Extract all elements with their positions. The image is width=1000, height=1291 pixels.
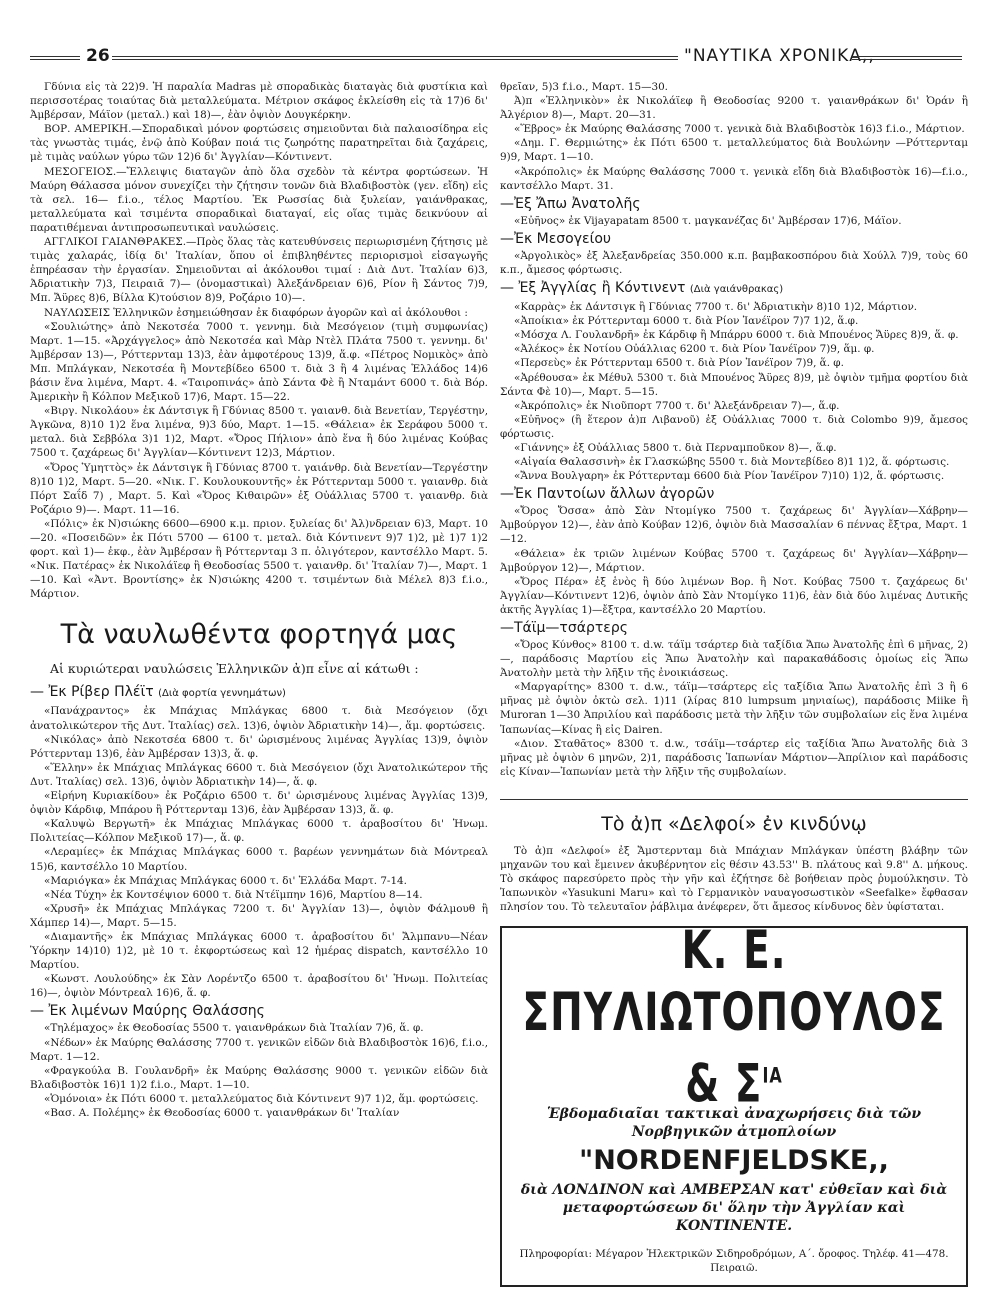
ad-company-superscript: ΙΑ — [762, 1062, 783, 1089]
market-paragraph: ΝΑΥΛΩΣΕΙΣ Ἑλληνικῶν ἐσημειώθησαν ἐκ διαφόρων ἀγορῶν καὶ αἱ ἀκόλουθοι : — [44, 306, 468, 319]
charter-entry: «Πόλις» ἐκ Ν)σιώκης 6600—6900 κ.μ. πριον. ξυλείας δι' Ἀλ)νδρειαν 6)3, Μαρτ. 10—20. «Ποσειδῶν» ἐκ Πότι 5700 — 6100 τ. μεταλ. διὰ Κόντινεντ 9)7 1)2, μὲ 1)7 1)2 φορτ. καὶ 1)— ἐκφ., ἐὰν Ἀμβέρσαν ἢ Ρόττερνταμ 3 π. ὀλιγότερον, καντσέλλο Μαρτ. 5. «Νικ. Πατέρας» ἐκ Νικολάϊεφ ἢ Θεοδοσίας 5500 τ. γαιανθρ. δι' Ἰταλίαν 7)—, Μαρτ. 1—10. Καὶ «Ἀντ. Βροντίσης» ἐκ Ν)σιώκης 4200 τ. τσιμέντων διὰ Μέλελ 8)3 f.i.o., Μάρτιον. — [30, 517, 488, 601]
charter-entry: «Ἕλλην» ἐκ Μπάχιας Μπλάγκας 6600 τ. διὰ Μεσόγειον (ὄχι Ἀνατολικώτερον τῆς Δυτ. Ἰταλίας) σελ. 13)6, ὀψιὸν Ἀδριατικὴν 14)—, ἅ. φ. — [30, 761, 488, 788]
charter-entry: «Ἀκρόπολις» ἐκ Μαύρης Θαλάσσης 7000 τ. γενικὰ εἴδη διὰ Βλαδιβοστὸκ 16)—f.i.o., καντσέλλο Μαρτ. 31. — [500, 165, 968, 192]
charter-entry: «Φραγκούλα Β. Γουλανδρῆ» ἐκ Μαύρης Θαλάσσης 9000 τ. γενικῶν εἰδῶν διὰ Βλαδιβοστὸκ 16)1 1)2 f.i.o., Μαρτ. 1—10. — [30, 1064, 488, 1091]
charter-entry: «Ἀργολικὸς» ἐξ Ἀλεξανδρείας 350.000 κ.π. βαμβακοσπόρου διὰ Χούλλ 7)9, τοὺς 60 κ.π., ἄμεσος φόρτωσις. — [500, 249, 968, 276]
charter-entry: «Καλυψὼ Βεργωτῆ» ἐκ Μπάχιας Μπλάγκας 6000 τ. ἀραβοσίτου δι' Ἡνωμ. Πολιτείας—Κόλπον Μεξικοῦ 17)—, ἅ. φ. — [30, 818, 488, 845]
ad-destinations: διὰ ΛΟΝΔΙΝΟΝ καὶ ΑΜΒΕΡΣΑΝ κατ' εὐθεῖαν καὶ διὰ μεταφορτώσεων δι' ὅλην τὴν Ἀγγλίαν καὶ ΚΟΝΤΙΝΕΝΤΕ. — [520, 1182, 948, 1235]
charter-entry: «Δημ. Γ. Θερμιώτης» ἐκ Πότι 6500 τ. μεταλλεύματος διὰ Βουλώνην —Ρόττερνταμ 9)9, Μαρτ. 1—10. — [500, 137, 968, 164]
charter-entry: «Κωνστ. Λουλούδης» ἐκ Σὰν Λορέντζο 6500 τ. ἀραβοσίτου δι' Ἡνωμ. Πολιτείας 16)—, ὀψιὸν Μόντρεαλ 16)6, ἅ. φ. — [30, 973, 488, 1000]
charter-entry: «Θάλεια» ἐκ τριῶν λιμένων Κούβας 5700 τ. ζαχάρεως δι' Ἀγγλίαν—Χάβρην—Ἀμβούργον 12)—, Μάρτιον. — [500, 547, 968, 574]
page-number: 26 — [86, 46, 110, 66]
charter-entry: «Ὄρος Ὑμηττὸς» ἐκ Δάντσιγκ ἢ Γδύνιας 8700 τ. γαιάνθρ. διὰ Βενετίαν—Τεργέστην 8)10 1)2, Μαρτ. 5—20. «Νικ. Γ. Κουλουκουντῆς» ἐκ Ρόττερνταμ 5000 τ. γαιανθρ. διὰ Πόρτ Σαΐδ 7) , Μαρτ. 5. Καὶ «Ὄρος Κιθαιρῶν» ἐξ Οὐάλλιας 5700 τ. γαιανθρ. διὰ Ροζάριο 9)—. Μαρτ. 11—16. — [30, 461, 488, 516]
subheading-time-charters: —Τάϊμ—τσάρτερς — [500, 620, 628, 636]
publication-title: "ΝΑΥΤΙΚΑ ΧΡΟΝΙΚΑ,, — [684, 46, 875, 66]
charter-entry: «Εἰρήνη Κυριακίδου» ἐκ Ροζάριο 6500 τ. δι' ὡρισμένους λιμένας Ἀγγλίας 13)9, ὀψιὸν Κάρδιφ, Μπάρου ἢ Ρόττερνταμ 13)6, ἐὰν Ἀμβέρσαν 13)3, ἅ. φ. — [30, 790, 488, 817]
charter-entry: «Ἕβρος» ἐκ Μαύρης Θαλάσσης 7000 τ. γενικὰ διὰ Βλαδιβοστὸκ 16)3 f.i.o., Μάρτιον. — [514, 123, 965, 136]
charter-entry: «Ὁμόνοια» ἐκ Πότι 6000 τ. μεταλλεύματος διὰ Κόντινεντ 9)7 1)2, ἅμ. φορτώσεις. — [44, 1092, 479, 1105]
subheading-text: — Ἐκ Ρίβερ Πλέϊτ — [30, 684, 154, 701]
charter-entry: «Τηλέμαχος» ἐκ Θεοδοσίας 5500 τ. γαιανθράκων διὰ Ἰταλίαν 7)6, ἅ. φ. — [44, 1022, 424, 1035]
charter-entry: «Ἀρέθουσα» ἐκ Μέθυλ 5300 τ. διὰ Μπουένος Ἄϋρες 8)9, μὲ ὀψιὸν τμῆμα φορτίου διὰ Σάντα Φὲ 10)—, Μαρτ. 5—15. — [500, 371, 968, 398]
charter-entry: «Ἀκρόπολις» ἐκ Νιοῦπορτ 7700 τ. δι' Ἀλεξάνδρειαν 7)—, ἅ.φ. — [514, 399, 840, 412]
header-rule-right — [852, 56, 962, 60]
ad-contact-info: Πληροφορίαι: Μέγαρον Ἠλεκτρικῶν Σιδηροδρόμων, Α΄. ὄροφος. Τηλέφ. 41—478. Πειραιῶ. — [519, 1248, 949, 1275]
subheading-mediterranean: —Ἐκ Μεσογείου — [500, 230, 611, 247]
ad-company-text: Κ. Ε. ΣΠΥΛΙΩΤΟΠΟΥΛΟΣ & Σ — [522, 921, 946, 1116]
right-column — [500, 80, 968, 1287]
market-paragraph: ΒΟΡ. ΑΜΕΡΙΚΗ.—Σποραδικαὶ μόνον φορτώσεις σημειοῦνται διὰ παλαιοσίδηρα εἰς τὰς γνωστὰς τιμάς, ἐνῷ ἀπὸ Κούβαν ποιά τις ζωηρότης παρατηρεῖται διὰ ζαχάρεις, μὲ τιμὰς ναύλων γύρω τῶν 12)6 δι' Ἀγγλίαν—Κόντινεντ. — [30, 123, 488, 164]
charter-entry: «Χρυσῆ» ἐκ Μπάχιας Μπλάγκας 7200 τ. δι' Ἀγγλίαν 13)—, ὀψιὸν Φάλμουθ ἢ Χάμπερ 14)—, Μαρτ. 5—15. — [30, 902, 488, 929]
section-title: Τὰ ναυλωθέντα φορτηγά μας — [60, 619, 458, 651]
subheading-various-markets: —Ἐκ Παντοίων ἄλλων ἀγορῶν — [500, 486, 715, 503]
subheading-note: (Διὰ φορτία γεννημάτων) — [158, 688, 286, 700]
subheading-note: (Διὰ γαιάνθρακας) — [689, 284, 784, 296]
charter-entry: θρεῖαν, 5)3 f.i.o., Μαρτ. 15—30. — [500, 81, 668, 93]
subheading-text: — Ἐξ Ἀγγλίας ἢ Κόντινεντ — [500, 280, 686, 297]
charter-entry: «Ὄρος Ὄσσα» ἀπὸ Σὰν Ντομίγκο 7500 τ. ζαχάρεως δι' Ἀγγλίαν—Χάβρην—Ἀμβούργον 12)—, ἐὰν ἀπὸ Κούβαν 12)6, ὀψιὸν διὰ Μασσαλίαν 6 πέννας ἔξτρα, Μαρτ. 1—12. — [500, 505, 968, 546]
section-intro: Αἱ κυριώτεραι ναυλώσεις Ἑλληνικῶν ἀ)π εἶνε αἱ κάτωθι : — [50, 661, 419, 677]
charter-entry: «Εὐῆνος» (ἢ ἕτερον ἀ)π Λιβανοῦ) ἐξ Οὐάλλιας 7000 τ. διὰ Colombo 9)9, ἄμεσος φόρτωσις. — [500, 413, 968, 440]
market-paragraph: ΑΓΓΛΙΚΟΙ ΓΑΙΑΝΘΡΑΚΕΣ.—Πρὸς ὅλας τὰς κατευθύνσεις περιωρισμένη ζήτησις μὲ τιμὰς χαλαράς, ἰδίᾳ δι' Ἰταλίαν, ὅπου οἱ ἐπιβληθέντες περιορισμοὶ εἰσαγωγῆς ἐπηρέασαν τὴν ἐργασίαν. Σημειοῦνται αἱ ἀκόλουθοι τιμαί : Διὰ Δυτ. Ἰταλίαν 6)3, Ἀδριατικὴν 7)3, Πειραιᾶ 7)— (ὀνομαστικαὶ) Ἀλεξάνδρειαν 6)6, Ρίον ἢ Σάντος 7)9, Μπ. Ἄϋρες 8)6, Βίλλα Κ)τούσιον 8)9, Ροζάριο 10)—. — [30, 236, 488, 305]
market-paragraph: Γδύνια εἰς τὰ 22)9. Ἡ παραλία Madras μὲ σποραδικὰς διαταγὰς διὰ φυστίκια καὶ περισσοτέρας τοιαύτας διὰ μεταλλεύματα. Μέτριον σκάφος ἐκλείσθη εἰς τὰ 17)6 δι' Ἀμβέρσαν, Μάϊον (μεταλ.) καὶ 18)—, ἐὰν ὀψιὸν Δουγκέρκην. — [30, 81, 488, 122]
shipping-advertisement — [500, 921, 968, 1287]
charter-entry: «Ἄννα Βουλγαρη» ἐκ Ρόττερνταμ 6600 διὰ Ρίον Ἰανέϊρον 7)10) 1)2, ἅ. φόρτωσις. — [514, 470, 945, 483]
charter-entry: «Διον. Σταθᾶτος» 8300 τ. d.w., τσάϊμ—τσάρτερ εἰς ταξίδια Ἄπω Ἀνατολῆς διὰ 3 μῆνας μὲ ὀψιὸν 6 μηνῶν, 2)1, παράδοσις Ἰαπωνίαν Μάρτιον—Ἀπρίλιον καὶ παράδοσις εἰς Κίναν—Ἰαπωνίαν μετὰ τὴν λῆξιν τῆς συμβολαίων. — [500, 737, 968, 778]
header-rule-middle — [112, 56, 678, 60]
charter-entry: «Νικόλας» ἀπὸ Νεκοτσέα 6800 τ. δι' ὡρισμένους λιμένας Ἀγγλίας 13)9, ὀψιὸν Ρόττερνταμ 13)6, ἐὰν Ἀμβέρσαν 13)3, ἅ. φ. — [30, 733, 488, 760]
news-body: Τὸ ἀ)π «Δελφοί» ἐξ Ἄμστερνταμ διὰ Μπάχιαν Μπλάγκαν ὑπέστη βλάβην τῶν μηχανῶν του καὶ ἔμεινεν ἀκυβέρνητον εἰς θέσιν 43.53'' Β. πλάτους καὶ 9.8'' Δ. μήκους. Τὸ σκάφος παρεσύρετο πρὸς τὴν γῆν καὶ ἐζήτησε δὲ βοήθειαν πρὸς ῥυμούλκησιν. Τὸ Ἰαπωνικὸν «Yasukuni Maru» καὶ τὸ Γερμανικὸν ναυαγοσωστικὸν «Seefalke» ἔφθασαν πλησίον του. Τὸ τελευταῖον ῥάβλιμα ἀνέφερεν, ὅτι ἄμεσος κίνδυνος δὲν ὑφίσταται. — [500, 844, 968, 914]
charter-entry: «Βιργ. Νικολάου» ἐκ Δάντσιγκ ἢ Γδύνιας 8500 τ. γαιανθ. διὰ Βενετίαν, Τεργέστην, Ἀγκῶνα, 8)10 1)2 ἕνα λιμένα, 9)3 δύο, Μαρτ. 1—15. «Θάλεια» ἐκ Σεράφου 5000 τ. μεταλ. διὰ Σεββόλα 3)1 1)2, Μαρτ. «Ὄρος Πήλιον» ἀπὸ ἕνα ἢ δύο λιμένας Κούβας 7500 τ. ζαχάρεως δι' Ἀγγλίαν—Κόντινεντ 12)3, Μάρτιον. — [30, 405, 488, 460]
ad-company-name — [512, 921, 956, 1117]
subheading-far-east: —Ἐξ Ἄπω Ἀνατολῆς — [500, 195, 641, 212]
charter-entry: «Περσεὺς» ἐκ Ρόττερνταμ 6500 τ. διὰ Ρίον Ἰανέϊρον 7)9, ἅ. φ. — [514, 357, 844, 370]
charter-entry: Ἀ)π «Ἑλληνικὸν» ἐκ Νικολάϊεφ ἢ Θεοδοσίας 9200 τ. γαιανθράκων δι' Ὀράν ἢ Ἀλγέριον 8)—, Μαρτ. 20—31. — [500, 95, 968, 122]
charter-entry: «Αἰγαία Θαλασσινὴ» ἐκ Γλασκώβης 5500 τ. διὰ Μοντεβίδεο 8)1 1)2, ἅ. φόρτωσις. — [514, 456, 950, 469]
charter-entry: «Διαμαντῆς» ἐκ Μπάχιας Μπλάγκας 6000 τ. ἀραβοσίτου δι' Ἄλμπανυ—Νέαν Ὑόρκην 14)10) 1)2, μὲ 10 τ. ἐκφορτώσεως καὶ 12 ἡμέρας dispatch, καντσέλλο 10 Μαρτίου. — [30, 930, 488, 972]
ad-line-name: "NORDENFJELDSKE,, — [579, 1145, 889, 1177]
header-rule-left — [30, 56, 80, 60]
news-headline: Τὸ ἀ)π «Δελφοί» ἐν κινδύνῳ — [500, 799, 968, 836]
left-column — [30, 80, 488, 1120]
charter-entry: «Βασ. Α. Πολέμης» ἐκ Θεοδοσίας 6000 τ. γαιανθράκων δι' Ἰταλίαν — [44, 1107, 400, 1119]
subheading-black-sea: — Ἐκ λιμένων Μαύρης Θαλάσσης — [30, 1003, 265, 1020]
market-paragraph: ΜΕΣΟΓΕΙΟΣ.—Ἔλλειψις διαταγῶν ἀπὸ ὅλα σχεδὸν τὰ κέντρα φορτώσεων. Ἡ Μαύρη Θάλασσα μόνον συνεχίζει τὴν ζήτησιν τονῶν διὰ Βλαδιβοστὸκ (γεν. εἴδη) εἰς τὰ σελ. 16— f.i.o., τέλος Μαρτίου. Ἐκ Ρωσσίας διὰ ξυλείαν, γαιάνθρακας, μεταλλεύματα καὶ τσιμέντα σποραδικαὶ διαταγαί, εἰς οἵας τιμὰς δεικνύουν αἱ παρατιθέμεναι ἀντιπροσωπευτικαὶ ναυλώσεις. — [30, 165, 488, 234]
charter-entry: «Ἀποίκια» ἐκ Ρόττερνταμ 6000 τ. διὰ Ρίον Ἰανέϊρον 7)7 1)2, ἅ.φ. — [514, 315, 859, 328]
charter-entry: «Λεραμίες» ἐκ Μπάχιας Μπλάγκας 6000 τ. βαρέων γεννημάτων διὰ Μόντρεαλ 15)6, καντσέλλο 10 Μαρτίου. — [30, 846, 488, 873]
charter-entry: «Γιάννης» ἐξ Οὐάλλιας 5800 τ. διὰ Περναμποῦκον 8)—, ἅ.φ. — [514, 441, 837, 454]
subheading-england — [500, 279, 968, 299]
charter-entry: «Νέδων» ἐκ Μαύρης Θαλάσσης 7700 τ. γενικῶν εἰδῶν διὰ Βλαδιβοστὸκ 16)6, f.i.o., Μαρτ. 1—12. — [30, 1036, 488, 1063]
charter-entry: «Ἀλέκος» ἐκ Νοτίου Οὐάλλιας 6200 τ. διὰ Ρίον Ἰανέϊρον 7)9, ἅμ. φ. — [514, 343, 875, 356]
charter-entry: «Πανάχραντος» ἐκ Μπάχιας Μπλάγκας 6800 τ. διὰ Μεσόγειον (ὄχι ἀνατολικώτερον τῆς Δυτ. Ἰταλίας) σελ. 13)6, ὀψιὸν Ἀδριατικὴν 14)—, ἅμ. φορτώσεις. — [30, 705, 488, 732]
charter-entry: «Εὐῆνος» ἐκ Vijayapatam 8500 τ. μαγκανέζας δι' Ἀμβέρσαν 17)6, Μάϊον. — [514, 214, 902, 227]
charter-entry: «Ὄρος Πέρα» ἐξ ἑνὸς ἢ δύο λιμένων Βορ. ἢ Νοτ. Κούβας 7500 τ. ζαχάρεως δι' Ἀγγλίαν—Κόντινεντ 12)6, ὀψιὸν ἀπὸ Σὰν Ντομίγκο 11)6, ἐὰν διὰ δύο λιμένας Δυτικῆς ἀκτῆς Ἀγγλίας 1)—ἔξτρα, καντσέλλο 20 Μαρτίου. — [500, 575, 968, 616]
charter-entry: «Σουλιώτης» ἀπὸ Νεκοτσέα 7000 τ. γεννημ. διὰ Μεσόγειον (τιμὴ συμφωνίας) Μαρτ. 1—15. «Ἀρχάγγελος» ἀπὸ Νεκοτσέα καὶ Μὰρ Ντὲλ Πλάτα 7500 τ. γεννημ. δι' Ἀμβέρσαν 13)—, Ρόττερνταμ 13)3, ἐὰν ἀμφοτέρους 13)9, ἅ.φ. «Πέτρος Νομικὸς» ἀπὸ Μπ. Μπλάγκαν, Νεκοτσέα ἢ Μοντεβίδεο 6500 τ. διὰ 3 ἢ 4 λιμένας Ἑλλάδος 14)6 βάσιν ἕνα λιμένα, Μαρτ. 4. «Ταιροπινάς» ἀπὸ Σάντα Φὲ ἢ Νταμάντ 6000 τ. διὰ Βόρ. Ἀμερικὴν ἢ Κόλπον Μεξικοῦ 17)6, Μαρτ. 15—22. — [30, 320, 488, 404]
charter-entry: «Μόσχα Λ. Γουλανδρῆ» ἐκ Κάρδιφ ἢ Μπάρρυ 6000 τ. διὰ Μπουένος Ἄϋρες 8)9, ἅ. φ. — [514, 329, 959, 342]
charter-entry: «Νέα Τύχη» ἐκ Κοντσέψιον 6000 τ. διὰ Ντέϊμπην 16)6, Μαρτίου 8—14. — [44, 888, 423, 901]
subheading-river-plate — [30, 683, 488, 703]
charter-entry: «Μαργαρίτης» 8300 τ. d.w., τάϊμ—τσάρτερς εἰς ταξίδια Ἄπω Ἀνατολῆς ἐπὶ 3 ἢ 6 μῆνας μὲ ὀψιὸν ὀκτὼ σελ. 1)11 (λίρας 810 lumpsum μηνιαίως), παράδοσις Miike ἢ Muroran 1—30 Ἀπριλίου καὶ παράδοσις μετὰ τὴν λῆξιν τῶν συμβολαίων εἰς ἕνα λιμένα Ἰαπωνίας—Κίνας ἢ εἰς Dairen. — [500, 681, 968, 736]
charter-entry: «Ὄρος Κύνθος» 8100 τ. d.w. τάϊμ τσάρτερ διὰ ταξίδια Ἄπω Ἀνατολῆς ἐπὶ 6 μῆνας, 2)—, παράδοσις Μαρτίου εἰς Ἄπω Ἀνατολὴν καὶ παρακαθάδοσις ὁμοίως εἰς Ἄπω Ἀνατολὴν μετὰ τὴν λῆξιν τῆς ἐνοικιάσεως. — [500, 639, 968, 680]
charter-entry: «Καρρὰς» ἐκ Δάντσιγκ ἢ Γδύνιας 7700 τ. δι' Ἀδριατικὴν 8)10 1)2, Μάρτιον. — [514, 301, 918, 314]
ad-departures-line: Ἑβδομαδιαῖαι τακτικαὶ ἀναχωρήσεις διὰ τῶν Νορβηγικῶν ἀτμοπλοίων — [546, 1106, 922, 1141]
charter-entry: «Μαριόγκα» ἐκ Μπάχιας Μπλάγκας 6000 τ. δι' Ἑλλάδα Μαρτ. 7-14. — [44, 874, 407, 887]
